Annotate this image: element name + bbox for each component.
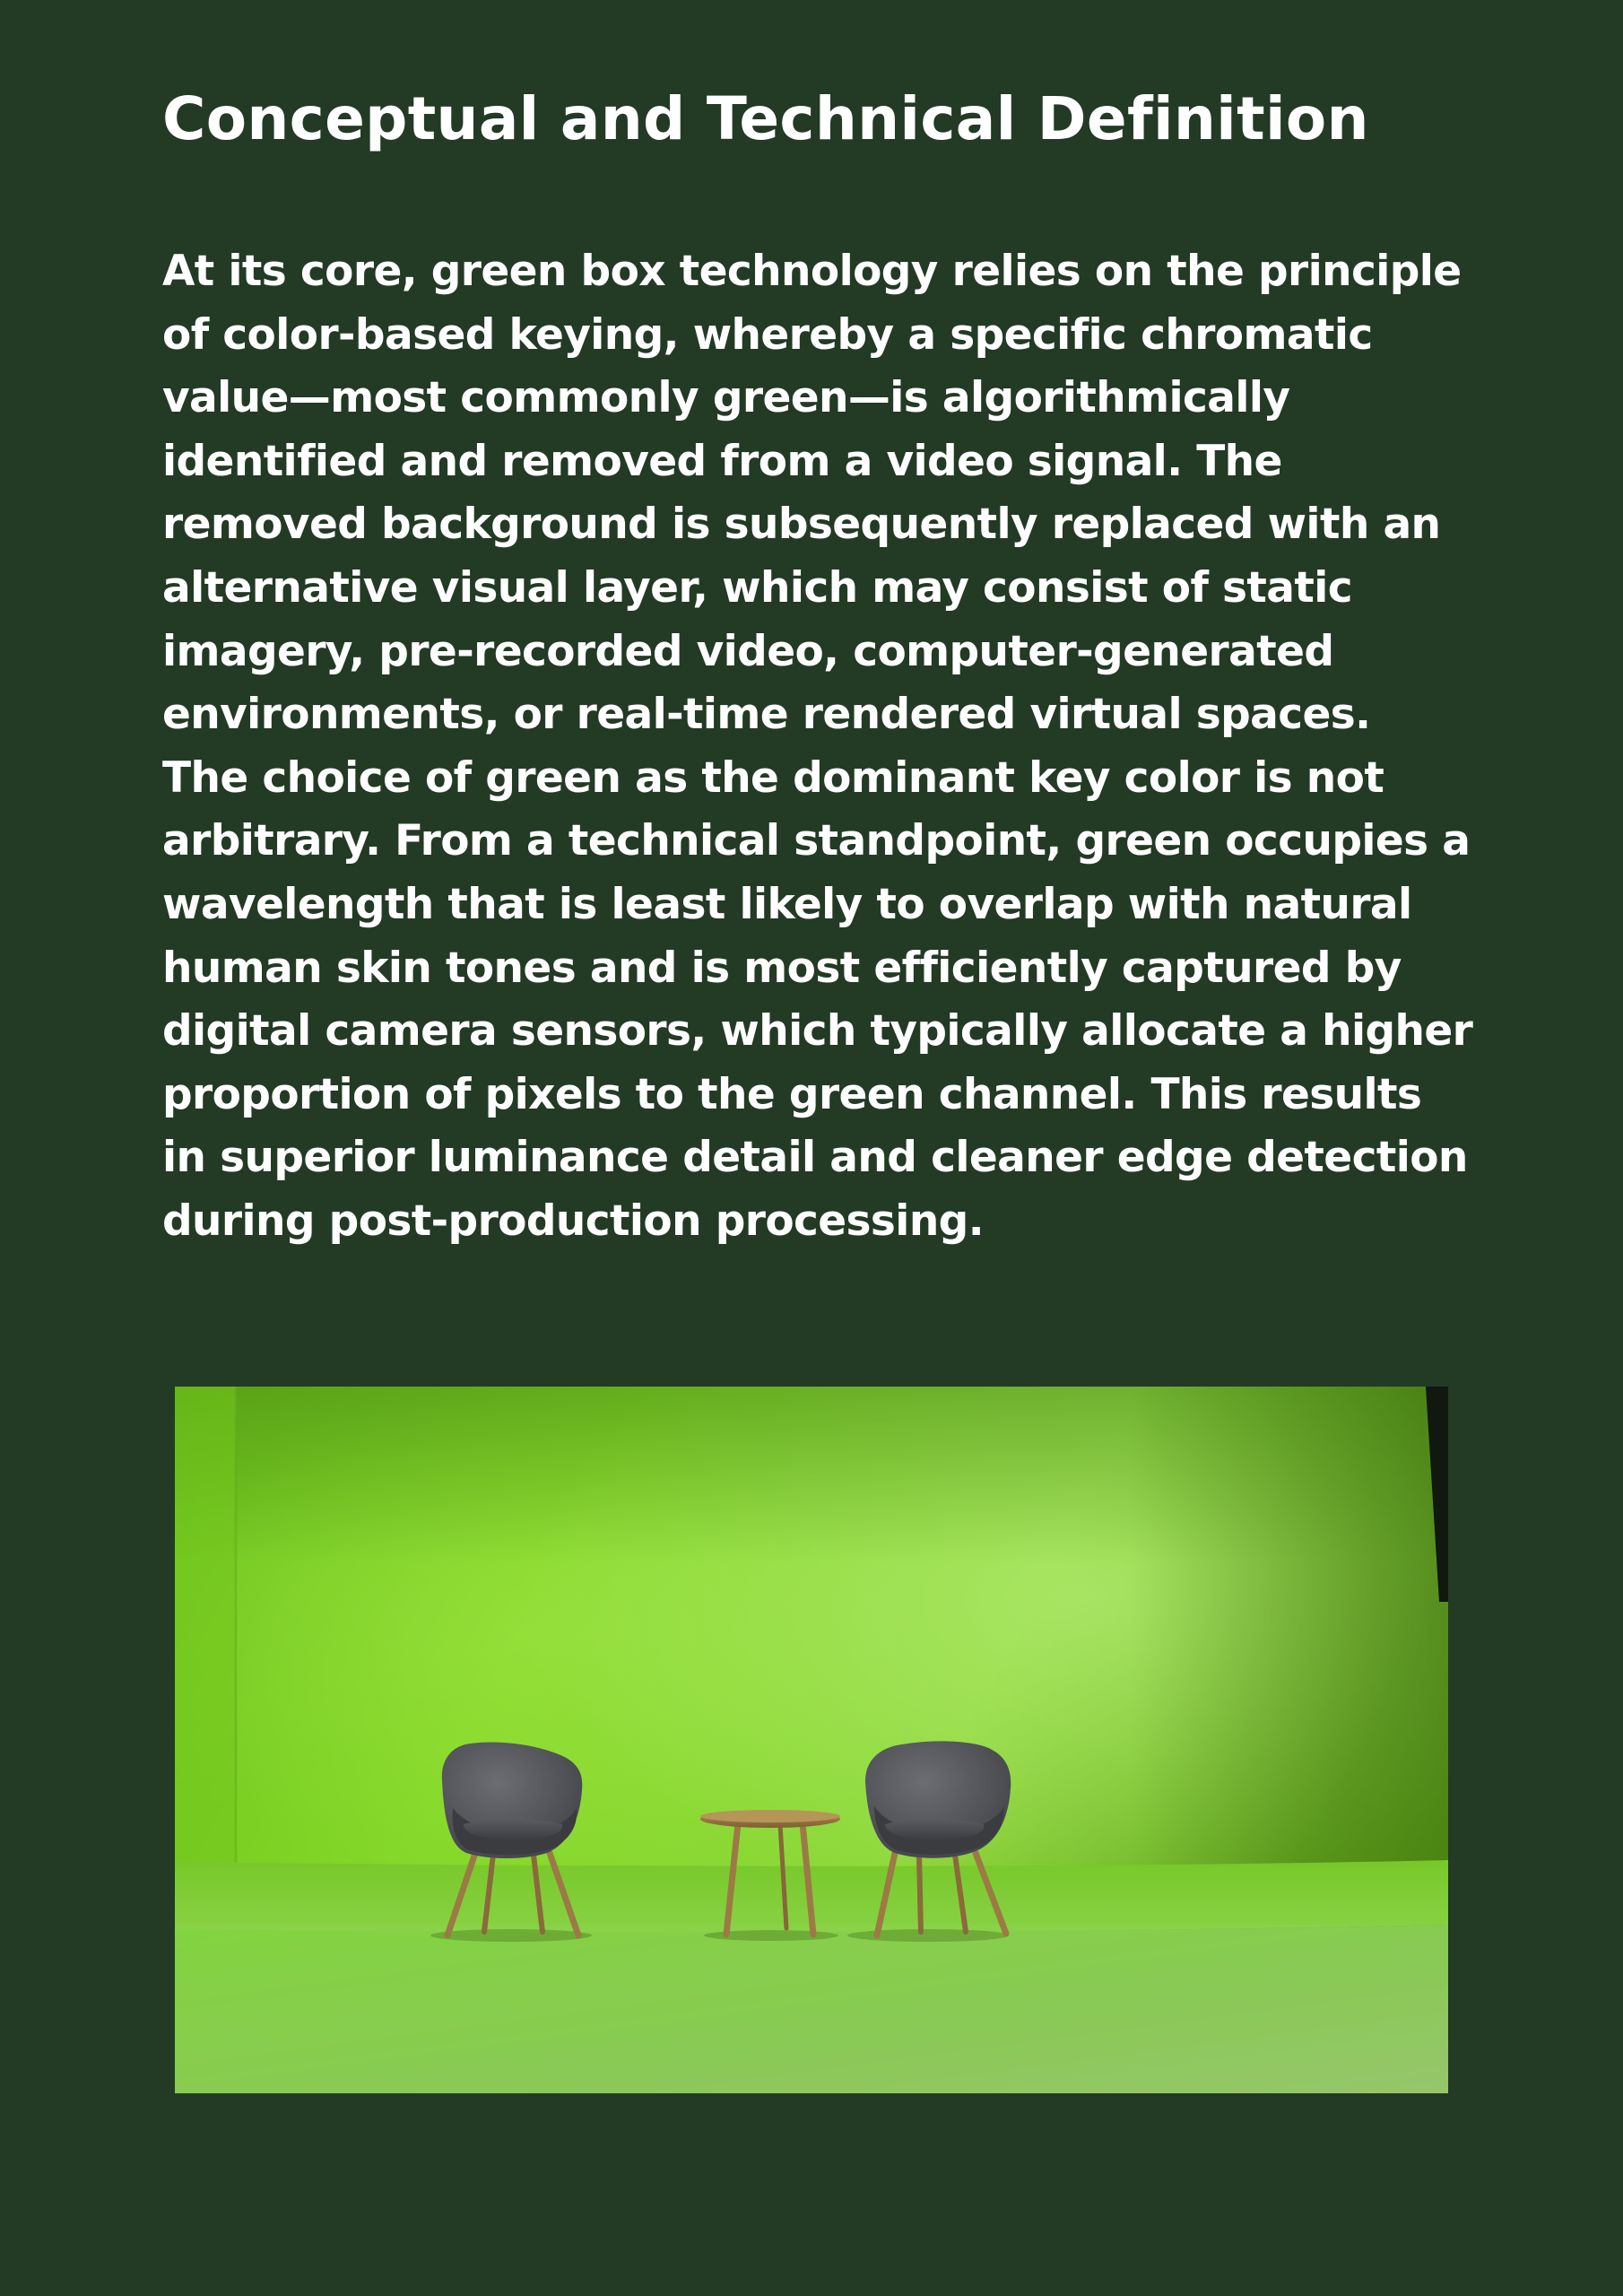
section-title: Conceptual and Technical Definition [162,84,1369,153]
paragraph-line: value—most commonly green—is algorithmically [162,373,1290,423]
body-paragraph [162,240,1473,1254]
paragraph-line: arbitrary. From a technical standpoint, green occupies a [162,816,1471,866]
paragraph-line: imagery, pre-recorded video, computer-generated [162,626,1334,676]
paragraph-line: digital camera sensors, which typically allocate a higher [162,1006,1473,1057]
paragraph-line: identified and removed from a video signal. The [162,436,1282,486]
paragraph-line: At its core, green box technology relies on the principle [162,247,1462,296]
paragraph-line: wavelength that is least likely to overlap with natural [162,879,1412,929]
paragraph-line: removed background is subsequently replaced with an [162,500,1441,550]
paragraph-line: The choice of green as the dominant key color is not [162,752,1384,803]
paragraph-line: human skin tones and is most efficiently captured by [162,943,1402,993]
green-screen-photo [175,1387,1448,2093]
paragraph-line: environments, or real-time rendered virtual spaces. [162,690,1371,740]
paragraph-line: during post-production processing. [162,1196,984,1246]
paragraph-line: proportion of pixels to the green channel. This results [162,1069,1422,1119]
paragraph-line: alternative visual layer, which may consist of static [162,562,1353,613]
paragraph-line: of color-based keying, whereby a specific chromatic [162,309,1373,360]
paragraph-line: in superior luminance detail and cleaner edge detection [162,1133,1468,1183]
